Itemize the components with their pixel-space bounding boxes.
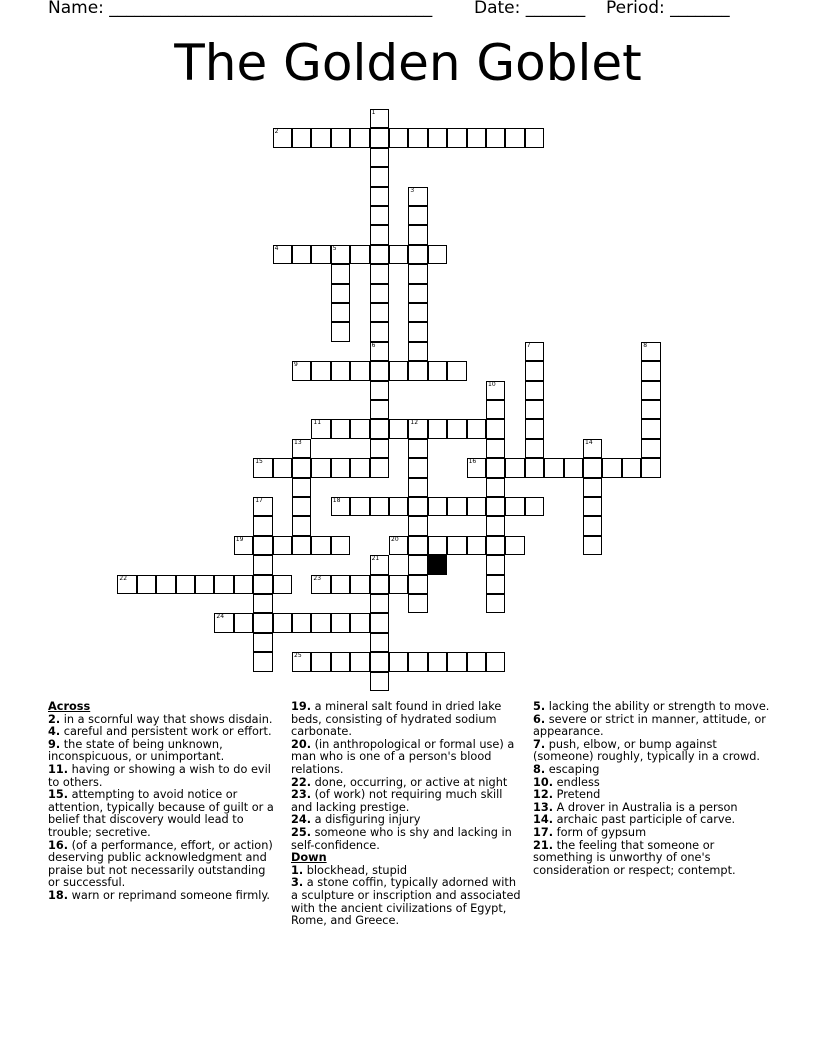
clue-item-text: the feeling that someone or something is unworthy of one's consideration or respect; contempt. xyxy=(533,838,736,877)
grid-cell[interactable] xyxy=(370,303,389,322)
grid-cell[interactable] xyxy=(370,555,389,574)
grid-cell[interactable] xyxy=(486,575,505,594)
grid-cell[interactable] xyxy=(292,458,311,477)
grid-cell[interactable] xyxy=(408,439,427,458)
name-field[interactable]: Name: ______________________________________ xyxy=(48,0,433,18)
grid-cell[interactable] xyxy=(428,536,447,555)
clue-item-number: 5. xyxy=(533,700,546,713)
grid-cell[interactable] xyxy=(389,245,408,264)
grid-cell[interactable] xyxy=(583,458,602,477)
grid-cell[interactable] xyxy=(408,225,427,244)
clue-item xyxy=(48,890,280,903)
clue-section-heading: Across xyxy=(48,700,91,713)
clues-column-2 xyxy=(291,701,523,928)
grid-cell[interactable] xyxy=(408,652,427,671)
grid-cell[interactable] xyxy=(408,555,427,574)
grid-cell[interactable] xyxy=(370,148,389,167)
grid-cell[interactable] xyxy=(428,245,447,264)
clue-item-number: 2. xyxy=(48,712,61,726)
grid-cell[interactable] xyxy=(544,458,563,477)
grid-cell[interactable] xyxy=(292,361,311,380)
grid-cell[interactable] xyxy=(408,322,427,341)
grid-cell[interactable] xyxy=(486,594,505,613)
grid-cell[interactable] xyxy=(408,128,427,147)
clue-item xyxy=(48,764,280,789)
grid-cell[interactable] xyxy=(253,613,272,632)
clue-item-text: archaic past participle of carve. xyxy=(556,813,736,827)
grid-cell[interactable] xyxy=(583,439,602,458)
grid-cell[interactable] xyxy=(273,245,292,264)
grid-cell[interactable] xyxy=(583,536,602,555)
clue-number: 11 xyxy=(313,419,322,427)
grid-cell[interactable] xyxy=(273,536,292,555)
clue-item-text: careful and persistent work or effort. xyxy=(63,725,272,739)
grid-cell[interactable] xyxy=(525,381,544,400)
clue-number: 6 xyxy=(371,341,376,349)
grid-cell[interactable] xyxy=(447,652,466,671)
clue-item-text: (of a performance, effort, or action) deserving public acknowledgment and praise but not necessarily outstanding or successful. xyxy=(48,838,273,890)
grid-cell[interactable] xyxy=(234,575,253,594)
grid-cell[interactable] xyxy=(583,516,602,535)
grid-cell[interactable] xyxy=(331,575,350,594)
grid-cell[interactable] xyxy=(331,613,350,632)
clue-number: 8 xyxy=(643,341,648,349)
grid-cell[interactable] xyxy=(525,419,544,438)
grid-cell[interactable] xyxy=(370,342,389,361)
grid-cell[interactable] xyxy=(311,613,330,632)
grid-cell[interactable] xyxy=(486,439,505,458)
grid-cell[interactable] xyxy=(292,439,311,458)
grid-cell[interactable] xyxy=(350,458,369,477)
grid-cell[interactable] xyxy=(408,361,427,380)
grid-cell[interactable] xyxy=(505,458,524,477)
clue-number: 21 xyxy=(371,555,380,563)
clue-item-number: 19. xyxy=(291,700,312,713)
grid-cell[interactable] xyxy=(641,439,660,458)
grid-cell[interactable] xyxy=(408,264,427,283)
clue-item-text: the state of being unknown, inconspicuous, or unimportant. xyxy=(48,737,225,764)
grid-cell[interactable] xyxy=(389,361,408,380)
grid-cell[interactable] xyxy=(564,458,583,477)
grid-cell[interactable] xyxy=(292,652,311,671)
clue-item-text: warn or reprimand someone firmly. xyxy=(71,888,270,902)
clue-item-number: 7. xyxy=(533,737,546,751)
grid-cell[interactable] xyxy=(331,322,350,341)
clue-number: 24 xyxy=(216,613,225,621)
clue-number: 14 xyxy=(585,438,593,446)
clue-number: 15 xyxy=(255,458,263,466)
clue-item-number: 25. xyxy=(291,825,312,839)
grid-cell[interactable] xyxy=(486,419,505,438)
grid-cell[interactable] xyxy=(505,128,524,147)
grid-cell[interactable] xyxy=(370,109,389,128)
grid-cell[interactable] xyxy=(273,128,292,147)
grid-cell[interactable] xyxy=(253,536,272,555)
clue-item-text: A drover in Australia is a person xyxy=(556,800,738,814)
clue-item-number: 22. xyxy=(291,775,312,789)
grid-cell[interactable] xyxy=(214,613,233,632)
grid-cell[interactable] xyxy=(486,478,505,497)
clue-item-number: 21. xyxy=(533,838,554,852)
grid-cell[interactable] xyxy=(447,128,466,147)
grid-cell[interactable] xyxy=(253,555,272,574)
grid-cell[interactable] xyxy=(331,497,350,516)
grid-cell[interactable] xyxy=(408,342,427,361)
clue-number: 25 xyxy=(294,652,302,660)
clue-item xyxy=(291,877,523,927)
grid-cell[interactable] xyxy=(350,128,369,147)
grid-cell[interactable] xyxy=(467,419,486,438)
clue-item xyxy=(48,840,280,890)
grid-cell[interactable] xyxy=(370,439,389,458)
grid-cell[interactable] xyxy=(292,516,311,535)
clue-item-text: blockhead, stupid xyxy=(306,863,408,877)
period-field[interactable]: Period: _______ xyxy=(606,0,730,18)
clue-number: 17 xyxy=(255,497,263,504)
clue-item xyxy=(48,789,280,839)
clue-item-text: push, elbow, or bump against (someone) roughly, typically in a crowd. xyxy=(533,737,761,764)
clue-number: 9 xyxy=(294,361,298,369)
grid-cell[interactable] xyxy=(447,419,466,438)
grid-cell[interactable] xyxy=(641,400,660,419)
grid-cell[interactable] xyxy=(331,245,350,264)
puzzle-title: The Golden Goblet xyxy=(174,34,642,92)
grid-cell[interactable] xyxy=(292,245,311,264)
clue-item-text: (of work) not requiring much skill and lacking prestige. xyxy=(291,788,503,814)
clue-number: 10 xyxy=(488,380,496,388)
grid-cell[interactable] xyxy=(273,613,292,632)
grid-cell[interactable] xyxy=(641,419,660,438)
clue-item-text: attempting to avoid notice or attention, typically because of guilt or a belief that discovery would lead to trouble; secretive. xyxy=(48,788,274,839)
clue-number: 23 xyxy=(313,574,322,582)
grid-cell[interactable] xyxy=(117,575,136,594)
grid-cell[interactable] xyxy=(641,361,660,380)
grid-cell[interactable] xyxy=(331,652,350,671)
grid-cell[interactable] xyxy=(370,361,389,380)
clue-item-number: 4. xyxy=(48,725,61,739)
clue-item-number: 11. xyxy=(48,762,69,776)
grid-cell[interactable] xyxy=(602,458,621,477)
grid-cell[interactable] xyxy=(486,400,505,419)
clue-item xyxy=(291,739,523,777)
clue-number: 1 xyxy=(371,109,376,116)
grid-cell[interactable] xyxy=(408,594,427,613)
grid-cell[interactable] xyxy=(486,458,505,477)
grid-cell[interactable] xyxy=(370,206,389,225)
grid-cell[interactable] xyxy=(253,652,272,671)
grid-cell[interactable] xyxy=(525,458,544,477)
grid-cell[interactable] xyxy=(331,536,350,555)
clue-item-text: severe or strict in manner, attitude, or appearance. xyxy=(533,712,766,739)
grid-cell[interactable] xyxy=(350,361,369,380)
grid-cell[interactable] xyxy=(428,128,447,147)
grid-cell[interactable] xyxy=(331,361,350,380)
grid-cell[interactable] xyxy=(408,419,427,438)
clue-item-number: 6. xyxy=(533,712,546,726)
clue-number: 4 xyxy=(274,244,279,252)
grid-cell[interactable] xyxy=(486,497,505,516)
grid-cell[interactable] xyxy=(253,497,272,516)
grid-cell[interactable] xyxy=(389,419,408,438)
grid-cell[interactable] xyxy=(370,613,389,632)
grid-cell[interactable] xyxy=(370,400,389,419)
clue-item xyxy=(533,739,773,764)
grid-cell[interactable] xyxy=(641,381,660,400)
grid-cell[interactable] xyxy=(331,284,350,303)
grid-cell[interactable] xyxy=(370,633,389,652)
grid-cell[interactable] xyxy=(292,613,311,632)
grid-cell[interactable] xyxy=(331,458,350,477)
grid-cell[interactable] xyxy=(408,206,427,225)
grid-cell[interactable] xyxy=(408,478,427,497)
grid-cell[interactable] xyxy=(622,458,641,477)
clue-item xyxy=(533,840,773,878)
clue-item-number: 10. xyxy=(533,775,554,789)
grid-cell[interactable] xyxy=(583,497,602,516)
date-field[interactable]: Date: _______ xyxy=(474,0,586,18)
clue-item-text: escaping xyxy=(548,762,600,776)
clue-item-number: 16. xyxy=(48,838,69,852)
grid-cell[interactable] xyxy=(350,245,369,264)
grid-cell[interactable] xyxy=(370,225,389,244)
grid-cell[interactable] xyxy=(370,264,389,283)
grid-cell[interactable] xyxy=(331,419,350,438)
grid-cell[interactable] xyxy=(292,536,311,555)
black-square xyxy=(428,555,447,574)
grid-cell[interactable] xyxy=(311,458,330,477)
grid-cell[interactable] xyxy=(389,536,408,555)
clue-number: 22 xyxy=(119,574,128,582)
grid-cell[interactable] xyxy=(408,303,427,322)
grid-cell[interactable] xyxy=(486,652,505,671)
grid-cell[interactable] xyxy=(370,322,389,341)
clue-item xyxy=(291,827,523,852)
grid-cell[interactable] xyxy=(253,575,272,594)
grid-cell[interactable] xyxy=(370,419,389,438)
grid-cell[interactable] xyxy=(350,575,369,594)
grid-cell[interactable] xyxy=(408,575,427,594)
clue-item-number: 13. xyxy=(533,800,554,814)
grid-cell[interactable] xyxy=(428,652,447,671)
clue-item-number: 12. xyxy=(533,788,554,802)
clue-number: 2 xyxy=(274,128,279,136)
clue-item-text: a mineral salt found in dried lake beds, consisting of hydrated sodium carbonate. xyxy=(291,700,502,739)
clue-item-text: someone who is shy and lacking in self-confidence. xyxy=(291,825,512,852)
clue-item-text: in a scornful way that shows disdain. xyxy=(63,712,273,726)
clues-column-1 xyxy=(48,701,280,903)
grid-cell[interactable] xyxy=(370,575,389,594)
grid-cell[interactable] xyxy=(467,652,486,671)
grid-cell[interactable] xyxy=(331,264,350,283)
clue-item-text: lacking the ability or strength to move. xyxy=(548,700,770,713)
grid-cell[interactable] xyxy=(176,575,195,594)
grid-cell[interactable] xyxy=(467,536,486,555)
grid-cell[interactable] xyxy=(447,536,466,555)
grid-cell[interactable] xyxy=(311,419,330,438)
clue-item-text: done, occurring, or active at night xyxy=(314,775,508,789)
grid-cell[interactable] xyxy=(253,633,272,652)
grid-cell[interactable] xyxy=(331,128,350,147)
clue-number: 18 xyxy=(332,497,341,504)
grid-cell[interactable] xyxy=(370,594,389,613)
clue-item-number: 18. xyxy=(48,888,69,902)
grid-cell[interactable] xyxy=(525,361,544,380)
grid-cell[interactable] xyxy=(525,439,544,458)
clue-item-text: Pretend xyxy=(556,788,601,802)
grid-cell[interactable] xyxy=(370,245,389,264)
grid-cell[interactable] xyxy=(505,536,524,555)
clue-item xyxy=(48,739,280,764)
grid-cell[interactable] xyxy=(525,342,544,361)
grid-cell[interactable] xyxy=(370,167,389,186)
grid-cell[interactable] xyxy=(467,458,486,477)
grid-cell[interactable] xyxy=(467,497,486,516)
grid-cell[interactable] xyxy=(311,128,330,147)
grid-cell[interactable] xyxy=(350,613,369,632)
clue-item-number: 17. xyxy=(533,825,554,839)
clue-item-text: a stone coffin, typically adorned with a sculpture or inscription and associated with the ancient civilizations of Egypt, Rome, and Greece. xyxy=(291,876,521,928)
grid-cell[interactable] xyxy=(350,497,369,516)
grid-cell[interactable] xyxy=(447,361,466,380)
clue-number: 5 xyxy=(332,244,337,252)
grid-cell[interactable] xyxy=(370,672,389,691)
grid-cell[interactable] xyxy=(389,652,408,671)
grid-cell[interactable] xyxy=(370,284,389,303)
grid-cell[interactable] xyxy=(408,536,427,555)
grid-cell[interactable] xyxy=(467,128,486,147)
grid-cell[interactable] xyxy=(292,478,311,497)
grid-cell[interactable] xyxy=(253,516,272,535)
grid-cell[interactable] xyxy=(156,575,175,594)
clue-item xyxy=(533,714,773,739)
grid-cell[interactable] xyxy=(370,652,389,671)
clue-number: 20 xyxy=(391,535,399,543)
grid-cell[interactable] xyxy=(408,497,427,516)
grid-cell[interactable] xyxy=(370,381,389,400)
grid-cell[interactable] xyxy=(331,303,350,322)
clue-item-number: 8. xyxy=(533,762,546,776)
grid-cell[interactable] xyxy=(486,128,505,147)
clue-section-heading: Down xyxy=(291,851,327,865)
grid-cell[interactable] xyxy=(234,536,253,555)
clue-number: 13 xyxy=(294,438,302,446)
clue-item-number: 15. xyxy=(48,788,69,802)
grid-cell[interactable] xyxy=(408,245,427,264)
grid-cell[interactable] xyxy=(311,245,330,264)
clue-number: 16 xyxy=(468,458,477,466)
clue-item-text: (in anthropological or formal use) a man who is one of a person's blood relations. xyxy=(291,737,515,776)
grid-cell[interactable] xyxy=(389,128,408,147)
grid-cell[interactable] xyxy=(253,458,272,477)
grid-cell[interactable] xyxy=(350,652,369,671)
grid-cell[interactable] xyxy=(292,497,311,516)
grid-cell[interactable] xyxy=(486,381,505,400)
grid-cell[interactable] xyxy=(447,497,466,516)
grid-cell[interactable] xyxy=(408,284,427,303)
grid-cell[interactable] xyxy=(408,187,427,206)
grid-cell[interactable] xyxy=(195,575,214,594)
grid-cell[interactable] xyxy=(370,128,389,147)
grid-cell[interactable] xyxy=(370,187,389,206)
grid-cell[interactable] xyxy=(389,497,408,516)
clues-column-3 xyxy=(533,701,773,877)
grid-cell[interactable] xyxy=(641,458,660,477)
grid-cell[interactable] xyxy=(253,594,272,613)
grid-cell[interactable] xyxy=(583,478,602,497)
clue-item-text: form of gypsum xyxy=(556,825,647,839)
grid-cell[interactable] xyxy=(525,497,544,516)
clue-item-text: having or showing a wish to do evil to others. xyxy=(48,762,271,789)
grid-cell[interactable] xyxy=(408,516,427,535)
grid-cell[interactable] xyxy=(273,575,292,594)
clue-item-number: 23. xyxy=(291,788,312,802)
clue-item-number: 9. xyxy=(48,737,61,751)
grid-cell[interactable] xyxy=(486,536,505,555)
clue-item-text: endless xyxy=(556,775,600,789)
grid-cell[interactable] xyxy=(486,516,505,535)
grid-cell[interactable] xyxy=(350,419,369,438)
clue-number: 12 xyxy=(410,419,419,427)
clue-item-text: a disfiguring injury xyxy=(314,813,421,827)
grid-cell[interactable] xyxy=(234,613,253,632)
grid-cell[interactable] xyxy=(311,575,330,594)
grid-cell[interactable] xyxy=(214,575,233,594)
grid-cell[interactable] xyxy=(428,497,447,516)
grid-cell[interactable] xyxy=(486,555,505,574)
grid-cell[interactable] xyxy=(428,419,447,438)
grid-cell[interactable] xyxy=(311,652,330,671)
grid-cell[interactable] xyxy=(311,361,330,380)
grid-cell[interactable] xyxy=(292,128,311,147)
clue-number: 3 xyxy=(410,186,415,194)
grid-cell[interactable] xyxy=(370,458,389,477)
grid-cell[interactable] xyxy=(370,497,389,516)
grid-cell[interactable] xyxy=(273,458,292,477)
clue-number: 19 xyxy=(235,535,244,543)
clue-item-number: 24. xyxy=(291,813,312,827)
grid-cell[interactable] xyxy=(525,400,544,419)
grid-cell[interactable] xyxy=(525,128,544,147)
grid-cell[interactable] xyxy=(311,536,330,555)
grid-cell[interactable] xyxy=(137,575,156,594)
clue-item xyxy=(291,701,523,739)
grid-cell[interactable] xyxy=(408,458,427,477)
grid-cell[interactable] xyxy=(505,497,524,516)
grid-cell[interactable] xyxy=(428,361,447,380)
clue-number: 7 xyxy=(526,341,531,349)
clue-item-number: 3. xyxy=(291,876,304,890)
clue-item-number: 20. xyxy=(291,737,312,751)
clue-item xyxy=(291,789,523,814)
clue-item-number: 14. xyxy=(533,813,554,827)
grid-cell[interactable] xyxy=(389,575,408,594)
grid-cell[interactable] xyxy=(641,342,660,361)
clue-item-number: 1. xyxy=(291,863,304,877)
